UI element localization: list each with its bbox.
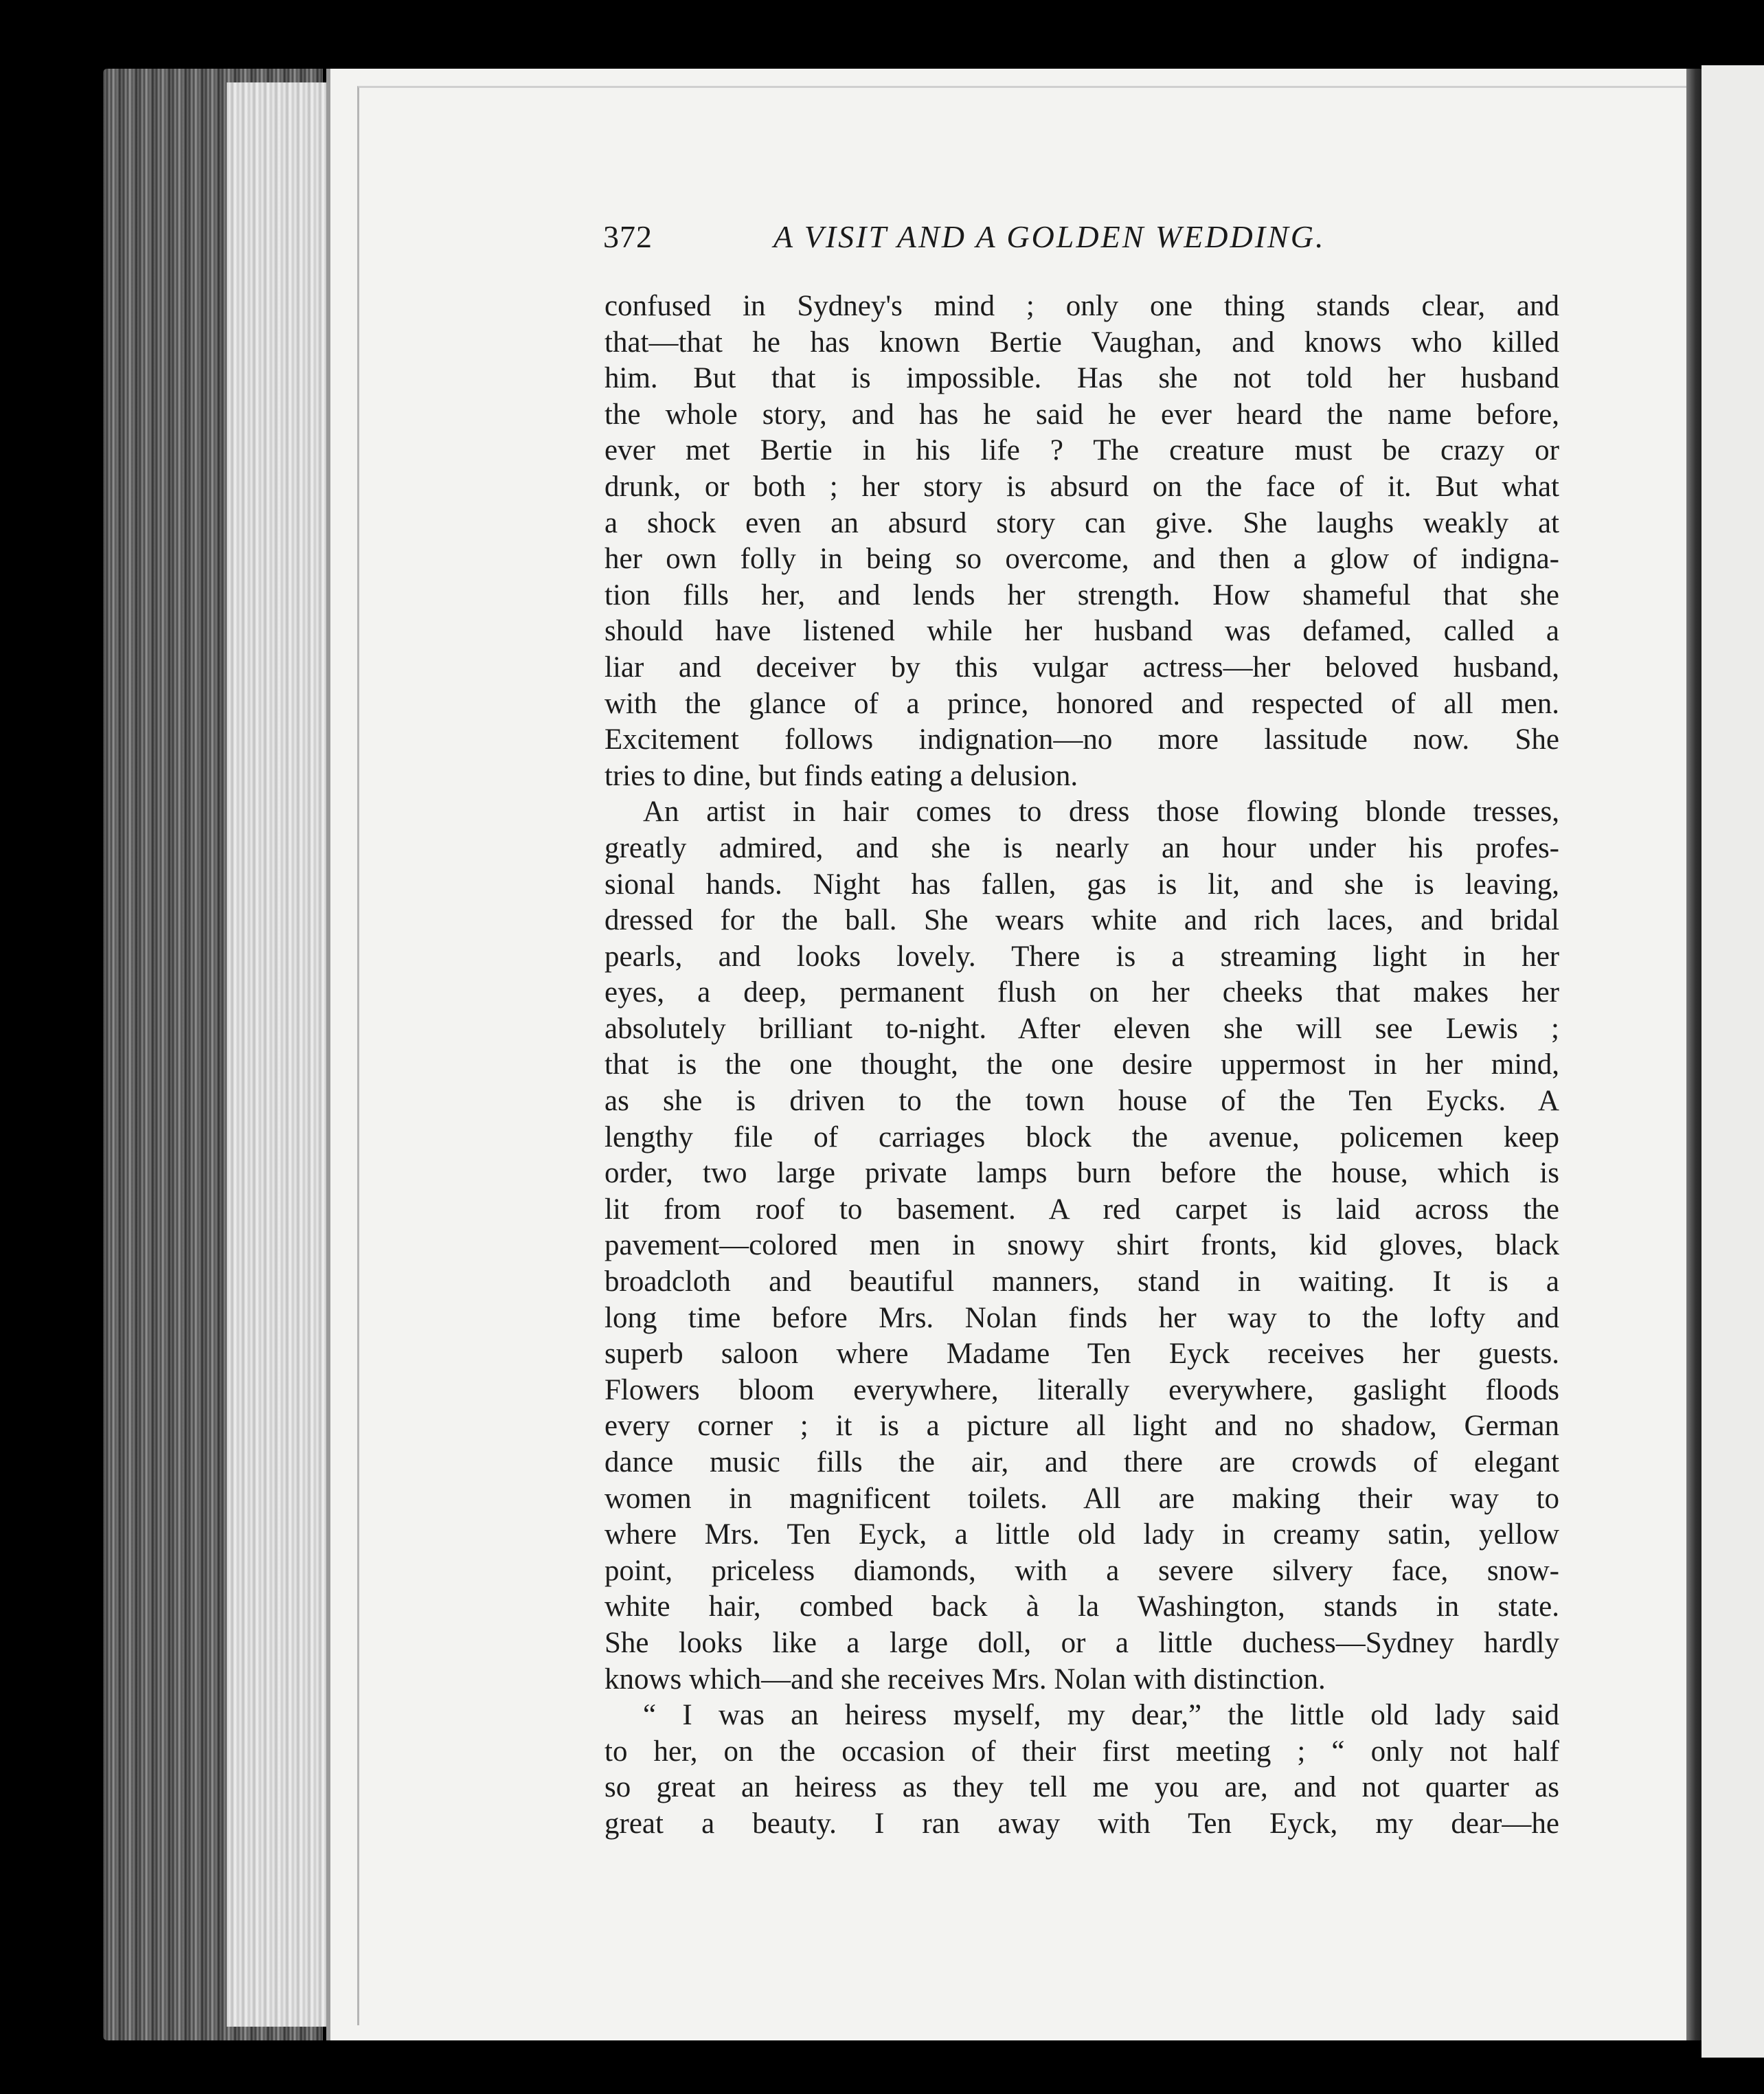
text-line: “ I was an heiress myself, my dear,” the little old lady said [643,1699,1559,1732]
text-line: ever met Bertie in his life ? The creature must be crazy or [604,434,1559,467]
text-line: pavement—colored men in snowy shirt fronts, kid gloves, black [604,1229,1559,1262]
text-line: the whole story, and has he said he ever heard the name before, [604,398,1559,431]
text-line: that—that he has known Bertie Vaughan, and knows who killed [604,326,1559,359]
text-line: dressed for the ball. She wears white and rich laces, and bridal [604,904,1559,937]
text-line: women in magnificent toilets. All are making their way to [604,1482,1559,1515]
text-line: where Mrs. Ten Eyck, a little old lady in creamy satin, yellow [604,1518,1559,1551]
text-line: should have listened while her husband was defamed, called a [604,615,1559,648]
text-line: dance music fills the air, and there are crowds of elegant [604,1446,1559,1478]
text-line: as she is driven to the town house of the Ten Eycks. A [604,1085,1559,1118]
text-line: lit from roof to basement. A red carpet is laid across the [604,1193,1559,1226]
running-head [603,218,1386,260]
text-line: so great an heiress as they tell me you are, and not quarter as [604,1771,1559,1804]
text-line: knows which—and she receives Mrs. Nolan with distinction. [604,1663,1326,1696]
text-line: tion fills her, and lends her strength. How shameful that she [604,578,1559,611]
text-line: drunk, or both ; her story is absurd on the face of it. But what [604,470,1559,503]
text-line: absolutely brilliant to-night. After eleven she will see Lewis ; [604,1012,1559,1045]
book-gutter [1686,69,1701,2040]
text-line: broadcloth and beautiful manners, stand in waiting. It is a [604,1265,1559,1298]
body-text [604,289,1566,1843]
text-line: She looks like a large doll, or a little duchess—Sydney hardly [604,1626,1559,1659]
text-line: greatly admired, and she is nearly an hour under his profes- [604,831,1559,864]
text-line: confused in Sydney's mind ; only one thing stands clear, and [604,290,1559,322]
text-line: order, two large private lamps burn before the house, which is [604,1157,1559,1190]
text-line: An artist in hair comes to dress those flowing blonde tresses, [643,796,1559,829]
text-line: sional hands. Night has fallen, gas is lit, and she is leaving, [604,868,1559,901]
text-line: a shock even an absurd story can give. She laughs weakly at [604,506,1559,539]
page-number: 372 [603,219,653,254]
text-line: Flowers bloom everywhere, literally everywhere, gaslight floods [604,1373,1559,1406]
text-line: great a beauty. I ran away with Ten Eyck, my dear—he [604,1807,1559,1840]
text-line: point, priceless diamonds, with a severe silvery face, snow- [604,1554,1559,1587]
text-line: pearls, and looks lovely. There is a streaming light in her [604,940,1559,973]
text-line: her own folly in being so overcome, and then a glow of indigna- [604,543,1559,576]
text-line: long time before Mrs. Nolan finds her way to the lofty and [604,1301,1559,1334]
text-line: him. But that is impossible. Has she not told her husband [604,362,1559,395]
book-page-edges-light [227,82,330,2027]
adjacent-page [1701,65,1764,2058]
text-line: to her, on the occasion of their first meeting ; “ only not half [604,1735,1559,1768]
text-line: liar and deceiver by this vulgar actress—her beloved husband, [604,651,1559,684]
text-line: eyes, a deep, permanent flush on her cheeks that makes her [604,976,1559,1009]
text-line: tries to dine, but finds eating a delusion. [604,759,1078,792]
text-line: lengthy file of carriages block the avenue, policemen keep [604,1121,1559,1153]
text-line: white hair, combed back à la Washington, stands in state. [604,1590,1559,1623]
text-line: superb saloon where Madame Ten Eyck receives her guests. [604,1338,1559,1371]
running-title: A VISIT AND A GOLDEN WEDDING. [773,219,1326,254]
text-line: with the glance of a prince, honored and respected of all men. [604,687,1559,720]
text-line: Excitement follows indignation—no more lassitude now. She [604,723,1559,756]
text-line: every corner ; it is a picture all light and no shadow, German [604,1410,1559,1443]
text-line: that is the one thought, the one desire uppermost in her mind, [604,1048,1559,1081]
